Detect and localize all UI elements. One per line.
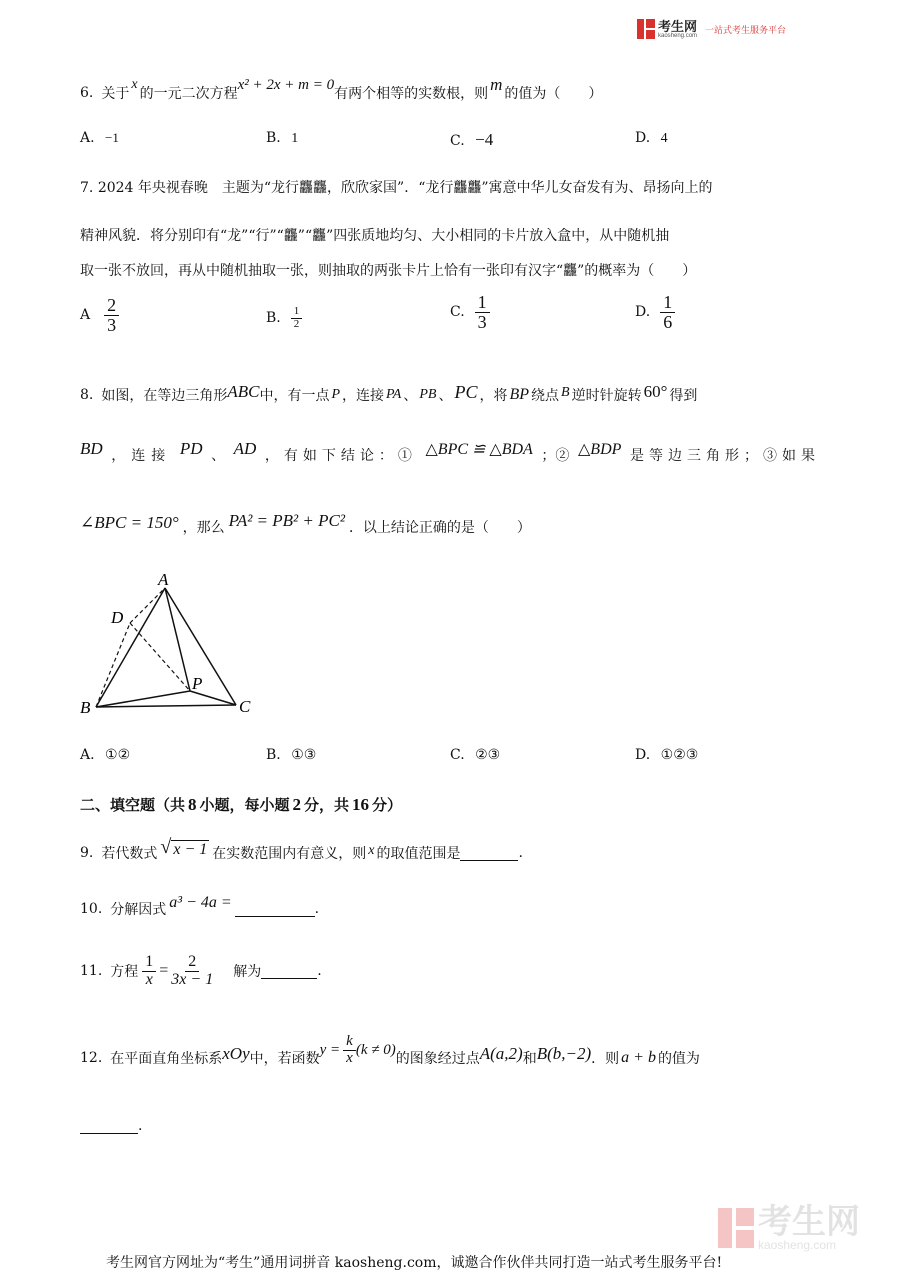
segment-pb — [96, 691, 190, 707]
q6-text: 的值为（ ） — [504, 86, 603, 102]
question-8-line3: ∠BPC = 150° ，那么 PA² = PB² + PC² ．以上结论正确的是（ ） — [80, 511, 531, 536]
q8-triangle-figure — [78, 565, 268, 725]
q6-var-x: x — [131, 77, 138, 92]
label-c: C — [239, 697, 251, 716]
q6-number: 6. — [80, 85, 94, 101]
question-12: 12. 在平面直角坐标系 xOy 中，若函数 y = $\frac{k}{x}$ (k ≠ 0) 的图象经过点 A(a,2) 和 B(b,−2) ．则 a + b 的值为 — [80, 1032, 700, 1067]
q10-answer-blank[interactable] — [235, 902, 315, 917]
segment-bc — [96, 705, 236, 707]
question-9: 9. 若代数式 √ x − 1 在实数范围内有意义，则 x 的取值范围是 . — [80, 835, 523, 862]
q6-option-d[interactable]: D. 4 — [635, 130, 668, 146]
q6-option-b[interactable]: B. 1 — [266, 130, 299, 146]
question-8-line2: BD ，连接 PD 、 AD ，有如下结论：① △BPC ≌ △BDA ；② △BDP 是等边三角形；③如果 — [80, 439, 820, 464]
header-logo[interactable] — [637, 17, 786, 41]
label-p: P — [192, 674, 203, 693]
question-7-line3: 取一张不放回，再从中随机抽取一张，则抽取的两张卡片上恰有一张印有汉字“龘”的概率为（ ） — [80, 263, 697, 279]
q8-option-b[interactable]: B. ①③ — [266, 747, 317, 763]
label-b: B — [80, 698, 91, 717]
q8-option-a[interactable]: A. ①② — [80, 747, 131, 763]
watermark-logo-icon — [718, 1208, 754, 1248]
question-11: 11. 方程 $\frac{1}{x}$ = $\frac{2}{3x - 1}$ 解为 . — [80, 952, 322, 988]
segment-pa — [165, 588, 190, 691]
logo-domain: kaosheng.com — [658, 32, 698, 39]
q6-option-c[interactable]: C. −4 — [450, 130, 494, 149]
q8-option-c[interactable]: C. ②③ — [450, 747, 501, 763]
q8-option-d[interactable]: D. ①②③ — [635, 747, 699, 763]
section-2-heading: 二、填空题（共 8 小题，每小题 2 分，共 16 分） — [80, 795, 403, 814]
q6-text: 有两个相等的实数根，则 — [334, 86, 489, 102]
segment-bd-dashed — [96, 623, 130, 707]
q6-option-a[interactable]: A. −1 — [80, 130, 119, 146]
q6-equation: x² + 2x + m = 0 — [237, 76, 335, 93]
logo-text: 考生网 — [658, 18, 698, 34]
q11-answer-blank[interactable] — [261, 964, 317, 979]
q7-option-c[interactable]: C. $\frac{1}{3}$ — [450, 293, 490, 332]
label-a: A — [158, 570, 169, 589]
question-8-line1: 8. 如图，在等边三角形 ABC 中，有一点 P ，连接 PA 、 PB 、 PC ，将 BP 绕点 B 逆时针旋转 60° 得到 — [80, 381, 698, 404]
q6-var-m: m — [490, 75, 503, 94]
q7-option-d[interactable]: D. $\frac{1}{6}$ — [635, 293, 675, 332]
question-7-line2: 精神风貌．将分别印有“龙”“行”“龘”“龘”四张质地均匀、大小相同的卡片放入盒中，从中随机抽 — [80, 228, 670, 244]
question-7-line1: 7. 2024 年央视春晚 主题为“龙行龘龘，欣欣家国”．“龙行龘龘”寓意中华儿女奋发有为、昂扬向上的 — [80, 180, 713, 196]
question-6 — [80, 75, 603, 108]
kaosheng-logo-icon — [637, 19, 655, 39]
q7-option-b[interactable]: B. $\frac{1}{2}$ — [266, 306, 302, 330]
q7-option-a[interactable]: A $\frac{2}{3}$ — [80, 296, 119, 335]
footer-text: 考生网官方网址为“考生”通用词拼音 kaosheng.com，诚邀合作伙伴共同打造一站式考生服务平台! — [106, 1255, 723, 1271]
q6-text: 的一元二次方程 — [139, 86, 238, 102]
q6-text: 关于 — [101, 86, 130, 102]
q9-answer-blank[interactable] — [460, 846, 518, 861]
question-10: 10. 分解因式 a³ − 4a = . — [80, 894, 320, 918]
label-d: D — [111, 608, 124, 627]
watermark-logo: 考生网 kaosheng.com — [718, 1205, 860, 1251]
q12-answer-line: . — [80, 1118, 142, 1134]
logo-slogan: 一站式考生服务平台 — [705, 24, 787, 35]
sqrt-radical: √ x − 1 — [160, 835, 208, 858]
q12-answer-blank[interactable] — [80, 1119, 138, 1134]
segment-ab — [96, 588, 165, 707]
